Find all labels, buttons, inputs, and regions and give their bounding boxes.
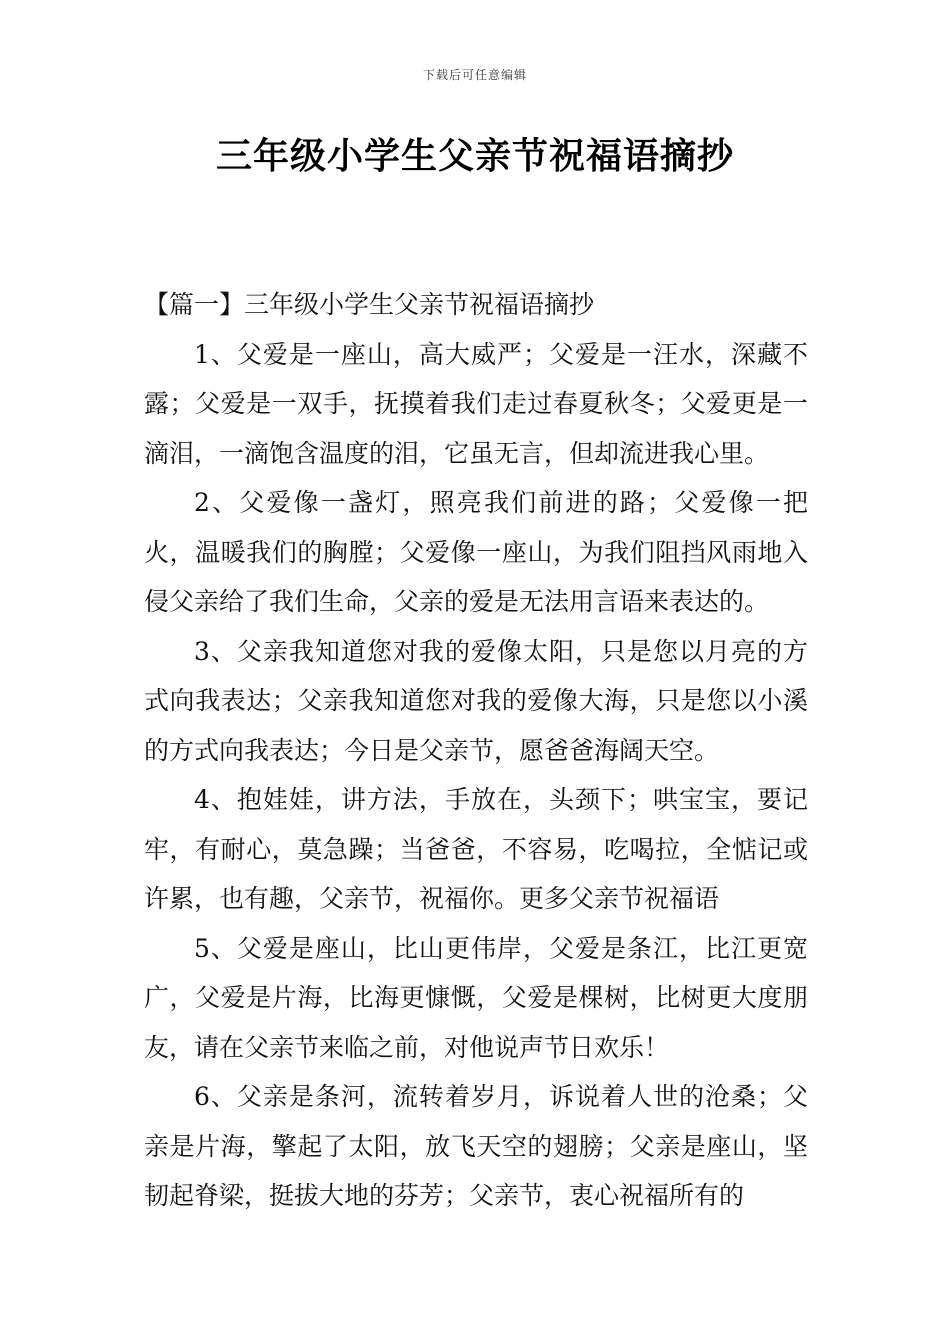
- header-note: 下载后可任意编辑: [422, 68, 527, 82]
- paragraph-6: 6、父亲是条河，流转着岁月，诉说着人世的沧桑；父亲是片海，擎起了太阳，放飞天空的翅膀；父亲是座山，坚韧起脊梁，挺拔大地的芬芳；父亲节，衷心祝福所有的: [144, 1082, 808, 1210]
- paragraph-5: 5、父爱是座山，比山更伟岸，父爱是条江，比江更宽广，父爱是片海，比海更慷慨，父爱是棵树，比树更大度朋友，请在父亲节来临之前，对他说声节日欢乐！: [144, 933, 808, 1062]
- paragraph-3: 3、父亲我知道您对我的爱像太阳，只是您以月亮的方式向我表达；父亲我知道您对我的爱像大海，只是您以小溪的方式向我表达；今日是父亲节，愿爸爸海阔天空。: [144, 636, 808, 765]
- paragraph-4: 4、抱娃娃，讲方法，手放在，头颈下；哄宝宝，要记牢，有耐心，莫急躁；当爸爸，不容易，吃喝拉，全惦记或许累，也有趣，父亲节，祝福你。更多父亲节祝福语: [144, 785, 808, 913]
- paragraph-1: 1、父爱是一座山，高大威严；父爱是一汪水，深藏不露；父爱是一双手，抚摸着我们走过春夏秋冬；父爱更是一滴泪，一滴饱含温度的泪，它虽无言，但却流进我心里。: [144, 339, 808, 468]
- paragraph-2: 2、父爱像一盏灯，照亮我们前进的路；父爱像一把火，温暖我们的胸膛；父爱像一座山，为我们阻挡风雨地入侵父亲给了我们生命，父亲的爱是无法用言语来表达的。: [144, 488, 808, 616]
- section-heading: 【篇一】三年级小学生父亲节祝福语摘抄: [144, 290, 595, 319]
- document-body: [144, 280, 808, 1221]
- document-title: 三年级小学生父亲节祝福语摘抄: [215, 136, 734, 177]
